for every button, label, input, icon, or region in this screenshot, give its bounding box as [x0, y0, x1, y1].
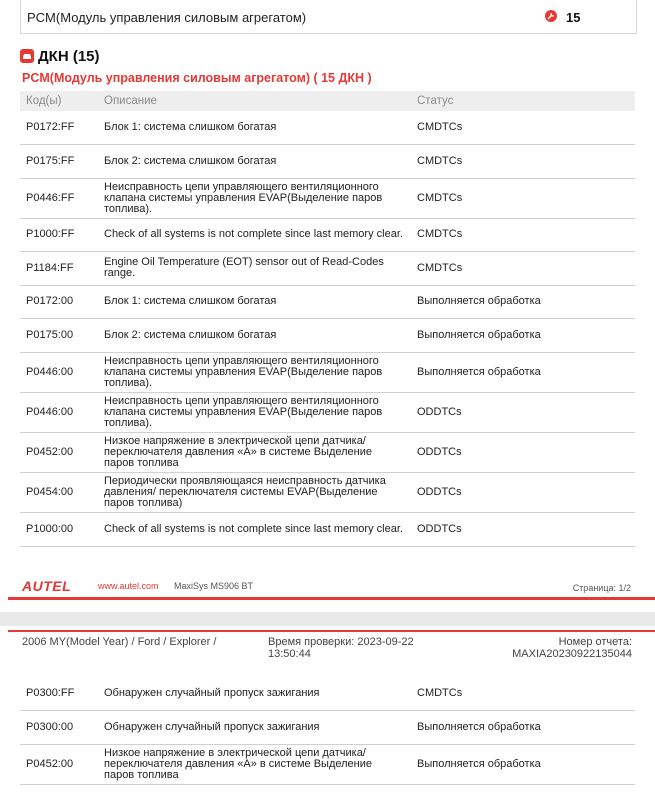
check-time: [268, 636, 414, 660]
table-row: [20, 512, 635, 546]
autel-logo: AUTEL: [22, 578, 72, 594]
dtc-description: Блок 1: система слишком богатая: [98, 111, 411, 144]
report-number-label: Номер отчета:: [558, 636, 632, 648]
dtc-status: CMDTCs: [411, 218, 635, 251]
dtc-description: Неисправность цепи управляющего вентиляционного клапана системы управления EVAP(Выделение паров топлива).: [98, 178, 411, 218]
dtc-table-header: [20, 91, 635, 111]
table-row: [20, 178, 635, 218]
dtc-description: Блок 2: система слишком богатая: [98, 144, 411, 178]
report-number-value: MAXIA20230922135044: [512, 648, 632, 660]
report-page-2: [0, 626, 655, 800]
page-break: [0, 612, 655, 626]
dtc-table: [20, 91, 635, 547]
dtc-description: Обнаружен случайный пропуск зажигания: [98, 677, 411, 710]
table-row: [20, 144, 635, 178]
dtc-section-title: ДКН (15): [38, 48, 100, 65]
table-row: [20, 472, 635, 512]
module-summary-row: [20, 0, 637, 34]
table-row: [20, 432, 635, 472]
dtc-code: P1000:FF: [20, 218, 98, 251]
footer-divider: [8, 597, 655, 600]
dtc-code: P1000:00: [20, 512, 98, 546]
check-time-label: Время проверки: 2023-09-22: [268, 636, 414, 648]
table-row: [20, 677, 635, 710]
page-footer: [0, 570, 655, 610]
dtc-status: ODDTCs: [411, 432, 635, 472]
dtc-description: Check of all systems is not complete since last memory clear.: [98, 218, 411, 251]
dtc-code: P0175:FF: [20, 144, 98, 178]
wrench-icon: [545, 10, 557, 22]
dtc-status: CMDTCs: [411, 251, 635, 285]
dtc-code: P0452:00: [20, 744, 98, 784]
dtc-code: P0452:00: [20, 432, 98, 472]
table-row: [20, 710, 635, 744]
dtc-status: Выполняется обработка: [411, 710, 635, 744]
dtc-status: CMDTCs: [411, 111, 635, 144]
dtc-description: Низкое напряжение в электрической цепи датчика/переключателя давления «A» в системе Выделение паров топлива: [98, 744, 411, 784]
dtc-description: Блок 2: система слишком богатая: [98, 318, 411, 352]
dtc-description: Периодически проявляющаяся неисправность датчика давления/ переключателя системы EVAP(Выделение паров топлива): [98, 472, 411, 512]
car-dtc-icon: [20, 49, 34, 63]
dtc-code: P0300:FF: [20, 677, 98, 710]
table-row: [20, 744, 635, 784]
dtc-code: P1184:FF: [20, 251, 98, 285]
dtc-status: Выполняется обработка: [411, 318, 635, 352]
dtc-status: Выполняется обработка: [411, 744, 635, 784]
dtc-status: CMDTCs: [411, 178, 635, 218]
dtc-status: Выполняется обработка: [411, 285, 635, 318]
dtc-code: P0300:00: [20, 710, 98, 744]
page-number: Страница: 1/2: [572, 583, 631, 593]
table-row: [20, 352, 635, 392]
vehicle-info: 2006 MY(Model Year) / Ford / Explorer /: [22, 636, 217, 648]
module-name: PCM(Модуль управления силовым агрегатом): [27, 10, 307, 25]
dtc-code: P0454:00: [20, 472, 98, 512]
table-row: [20, 218, 635, 251]
dtc-status: ODDTCs: [411, 472, 635, 512]
column-header-status: Статус: [411, 91, 635, 111]
dtc-code: P0175:00: [20, 318, 98, 352]
dtc-code: P0446:FF: [20, 178, 98, 218]
table-row: [20, 318, 635, 352]
dtc-code: P0172:00: [20, 285, 98, 318]
dtc-description: Неисправность цепи управляющего вентиляционного клапана системы управления EVAP(Выделение паров топлива).: [98, 392, 411, 432]
dtc-description: Неисправность цепи управляющего вентиляционного клапана системы управления EVAP(Выделение паров топлива).: [98, 352, 411, 392]
dtc-description: Check of all systems is not complete since last memory clear.: [98, 512, 411, 546]
dtc-table-continued: [20, 677, 635, 785]
table-row: [20, 251, 635, 285]
dtc-status: Выполняется обработка: [411, 352, 635, 392]
header-divider: [8, 630, 655, 632]
dtc-description: Обнаружен случайный пропуск зажигания: [98, 710, 411, 744]
dtc-status: CMDTCs: [411, 677, 635, 710]
table-row: [20, 111, 635, 144]
dtc-code: P0172:FF: [20, 111, 98, 144]
table-row: [20, 392, 635, 432]
module-dtc-count: 15: [566, 10, 581, 25]
dtc-status: CMDTCs: [411, 144, 635, 178]
report-number: [512, 636, 632, 660]
dtc-code: P0446:00: [20, 392, 98, 432]
column-header-code: Код(ы): [20, 91, 98, 111]
footer-model: MaxiSys MS906 BT: [174, 581, 254, 591]
column-header-description: Описание: [98, 91, 411, 111]
dtc-status: ODDTCs: [411, 392, 635, 432]
dtc-code: P0446:00: [20, 352, 98, 392]
footer-url[interactable]: www.autel.com: [98, 581, 159, 591]
dtc-section-subtitle: PCM(Модуль управления силовым агрегатом) ( 15 ДКН ): [22, 71, 372, 85]
dtc-status: ODDTCs: [411, 512, 635, 546]
dtc-description: Engine Oil Temperature (EOT) sensor out of Read-Codes range.: [98, 251, 411, 285]
dtc-description: Низкое напряжение в электрической цепи датчика/переключателя давления «A» в системе Выделение паров топлива: [98, 432, 411, 472]
dtc-description: Блок 1: система слишком богатая: [98, 285, 411, 318]
table-row: [20, 285, 635, 318]
check-time-value: 13:50:44: [268, 648, 311, 660]
